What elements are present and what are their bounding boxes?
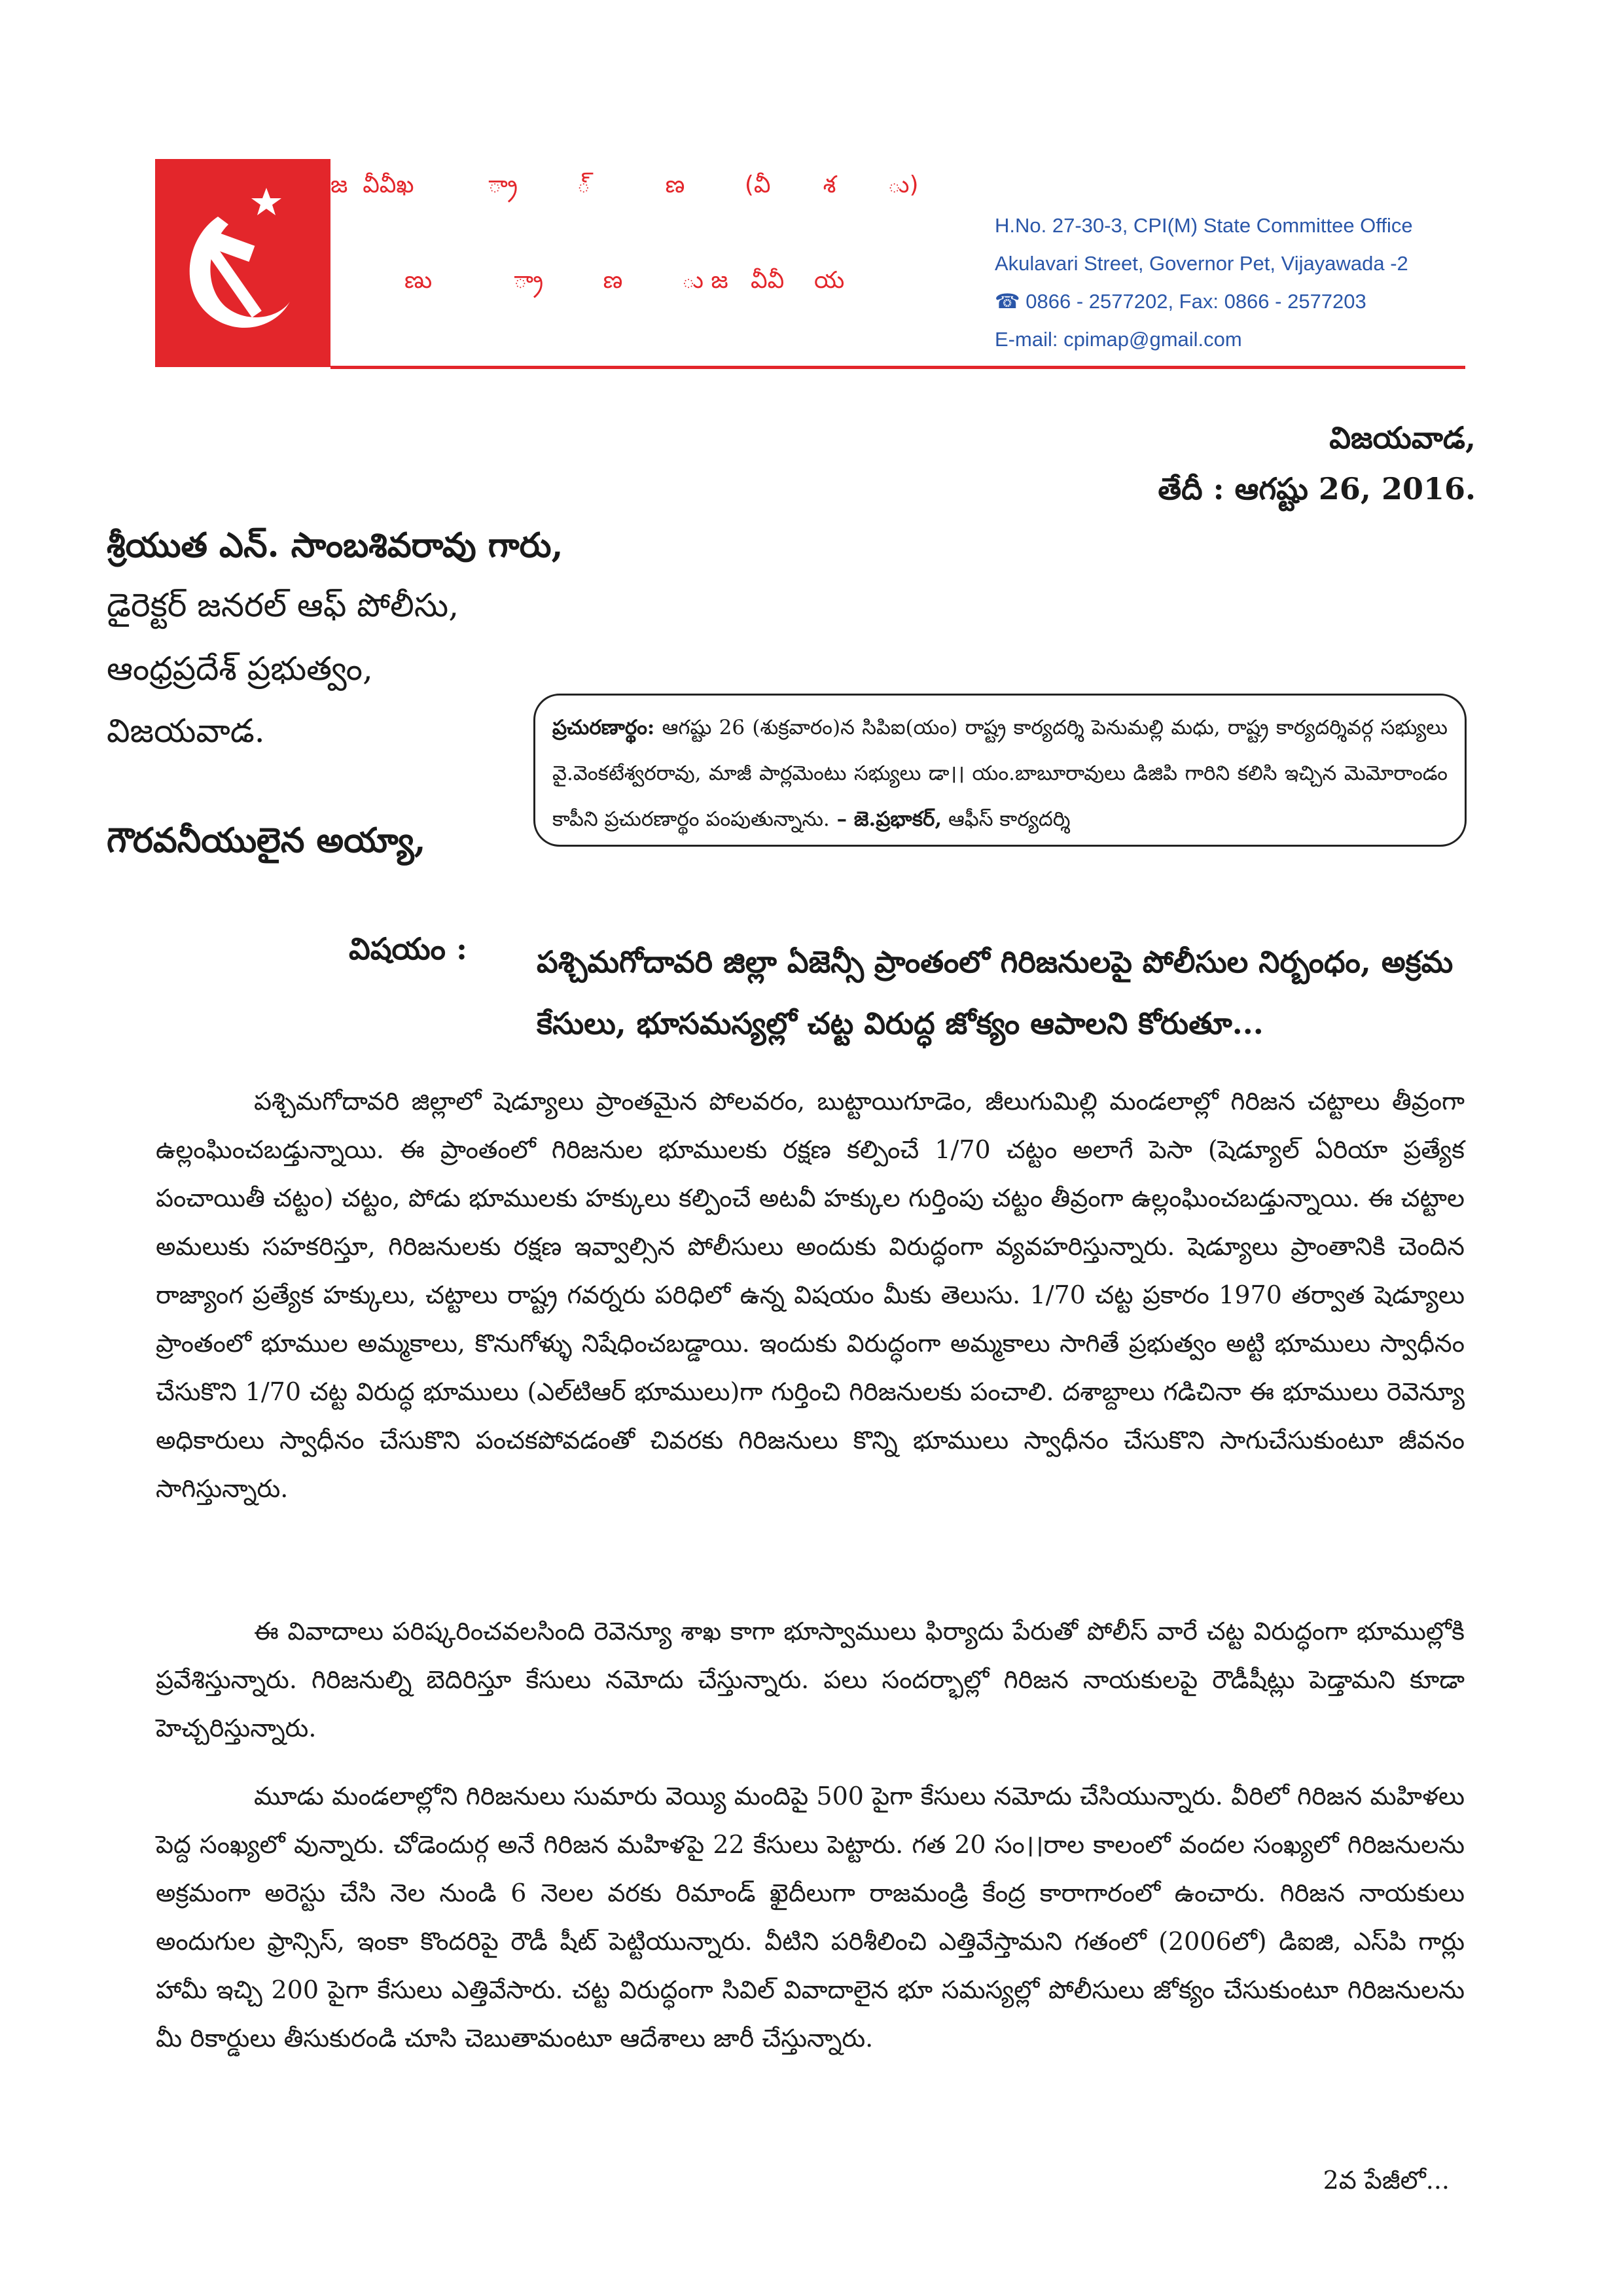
letterhead-email: E-mail: cpimap@gmail.com — [995, 328, 1242, 351]
salutation: గౌరవనీయులైన అయ్యా, — [107, 821, 426, 860]
phone-text: 0866 - 2577202, Fax: 0866 - 2577203 — [1026, 290, 1366, 313]
addressee-designation: డైరెక్టర్ జనరల్ ఆఫ్ పోలీసు, — [107, 586, 459, 624]
press-note-label: ప్రచురణార్థం: — [552, 716, 655, 739]
letter-date: తేదీ : ఆగష్టు 26, 2016. — [1158, 471, 1476, 506]
addressee-name: శ్రీయుత ఎన్. సాంబశివరావు గారు, — [107, 525, 563, 565]
letter-place: విజయవాడ, — [1329, 420, 1476, 455]
body-paragraph-2: ఈ వివాదాలు పరిష్కరించవలసింది రెవెన్యూ శాఖ కాగా భూస్వాములు ఫిర్యాదు పేరుతో పోలీస్ వారే చట్ట విరుద్ధంగా భూముల్లోకి ప్రవేశిస్తున్నారు. గిరిజనుల్ని బెదిరిస్తూ కేసులు నమోదు చేస్తున్నారు. పలు సందర్భాల్లో గిరిజన నాయకులపై రౌడీషీట్లు పెడ్తామని కూడా హెచ్చరిస్తున్నారు. — [156, 1617, 1465, 1742]
party-logo — [155, 159, 330, 367]
letterhead-title-line1: జ వీవీఖ ్రా ్ ణ (వీ శ ు) — [330, 171, 919, 198]
letterhead-address-2: Akulavari Street, Governor Pet, Vijayawada -2 — [995, 252, 1408, 275]
press-note-text: ఆగష్టు 26 (శుక్రవారం)న సిపిఐ(యం) రాష్ట్ర కార్యదర్శి పెనుమల్లి మధు, రాష్ట్ర కార్యదర్శివర్గ సభ్యులు వై.వెంకటేశ్వరరావు, మాజీ పార్లమెంటు సభ్యులు డా।। యం.బాబూరావులు డిజిపి గారిని కలిసి ఇచ్చిన మెమోరాండం కాపీని ప్రచురణార్థం పంపుతున్నాను. — [552, 716, 1448, 831]
letterhead-address-1: H.No. 27-30-3, CPI(M) State Committee Office — [995, 214, 1413, 237]
subject-text: పశ్చిమగోదావరి జిల్లా ఏజెన్సీ ప్రాంతంలో గిరిజనులపై పోలీసుల నిర్బంధం, అక్రమ కేసులు, భూసమస్యల్లో చట్ట విరుద్ధ జోక్యం ఆపాలని కోరుతూ... — [537, 944, 1454, 1041]
subject-label: విషయం : — [349, 931, 467, 966]
addressee-government: ఆంధ్రప్రదేశ్ ప్రభుత్వం, — [107, 650, 373, 688]
body-paragraph-1: పశ్చిమగోదావరి జిల్లాలో షెడ్యూలు ప్రాంతమైన పోలవరం, బుట్టాయిగూడెం, జీలుగుమిల్లి మండలాల్లో గిరిజన చట్టాలు తీవ్రంగా ఉల్లంఘించబడ్తున్నాయి. ఈ ప్రాంతంలో గిరిజనుల భూములకు రక్షణ కల్పించే 1/70 చట్టం అలాగే పెసా (షెడ్యూల్ ఏరియా ప్రత్యేక పంచాయితీ చట్టం) చట్టం, పోడు భూములకు హక్కులు కల్పించే అటవీ హక్కుల గుర్తింపు చట్టం తీవ్రంగా ఉల్లంఘించబడ్తున్నాయి. ఈ చట్టాల అమలుకు సహకరిస్తూ, గిరిజనులకు రక్షణ ఇవ్వాల్సిన పోలీసులు అందుకు విరుద్ధంగా వ్యవహరిస్తున్నారు. షెడ్యూలు ప్రాంతానికి చెందిన రాజ్యాంగ ప్రత్యేక హక్కులు, చట్టాలు రాష్ట్ర గవర్నరు పరిధిలో ఉన్న విషయం మీకు తెలుసు. 1/70 చట్ట ప్రకారం 1970 తర్వాత షెడ్యూలు ప్రాంతంలో భూముల అమ్మకాలు, కొనుగోళ్ళు నిషేధించబడ్డాయి. ఇందుకు విరుద్ధంగా అమ్మకాలు సాగితే ప్రభుత్వం అట్టి భూములు స్వాధీనం చేసుకొని 1/70 చట్ట విరుద్ధ భూములు (ఎల్‌టిఆర్ భూములు)గా గుర్తించి గిరిజనులకు పంచాలి. దశాబ్దాలు గడిచినా ఈ భూములు రెవెన్యూ అధికారులు స్వాధీనం చేసుకొని పంచకపోవడంతో చివరకు గిరిజనులు కొన్ని భూములు స్వాధీనం చేసుకొని సాగుచేసుకుంటూ జీవనం సాగిస్తున్నారు. — [156, 1087, 1465, 1503]
body-paragraph-3: మూడు మండలాల్లోని గిరిజనులు సుమారు వెయ్యి మందిపై 500 పైగా కేసులు నమోదు చేసియున్నారు. వీరిలో గిరిజన మహిళలు పెద్ద సంఖ్యలో వున్నారు. చోడెందుర్గ అనే గిరిజన మహిళపై 22 కేసులు పెట్టారు. గత 20 సం।।రాల కాలంలో వందల సంఖ్యలో గిరిజనులను అక్రమంగా అరెస్టు చేసి నెల నుండి 6 నెలల వరకు రిమాండ్ ఖైదీలుగా రాజమండ్రి కేంద్ర కారాగారంలో ఉంచారు. గిరిజన నాయకులు అందుగుల ఫ్రాన్సిస్, ఇంకా కొందరిపై రౌడీ షీట్ పెట్టియున్నారు. వీటిని పరిశీలించి ఎత్తివేస్తామని గతంలో (2006లో) డిఐజి, ఎస్‌పి గార్లు హామీ ఇచ్చి 200 పైగా కేసులు ఎత్తివేసారు. చట్ట విరుద్ధంగా సివిల్ వివాదాలైన భూ సమస్యల్లో పోలీసులు జోక్యం చేసుకుంటూ గిరిజనులను మీ రికార్డులు తీసుకురండి చూసి చెబుతామంటూ ఆదేశాలు జారీ చేస్తున్నారు. — [156, 1782, 1465, 2053]
letterhead-divider — [330, 366, 1465, 369]
letterhead-title-line2: ణు ్రా ణ ు జ వీవీ య — [404, 267, 845, 294]
press-note-signature: – జె.ప్రభాకర్, — [829, 807, 942, 831]
letterhead-phone — [995, 290, 1366, 313]
press-note-box — [533, 694, 1467, 847]
hammer-sickle-star-icon — [155, 159, 330, 367]
continued-note: 2వ పేజీలో... — [1323, 2166, 1450, 2195]
phone-icon: ☎ — [995, 290, 1020, 313]
addressee-city: విజయవాడ. — [107, 712, 265, 750]
press-note-role: ఆఫీస్ కార్యదర్శి — [942, 807, 1071, 831]
